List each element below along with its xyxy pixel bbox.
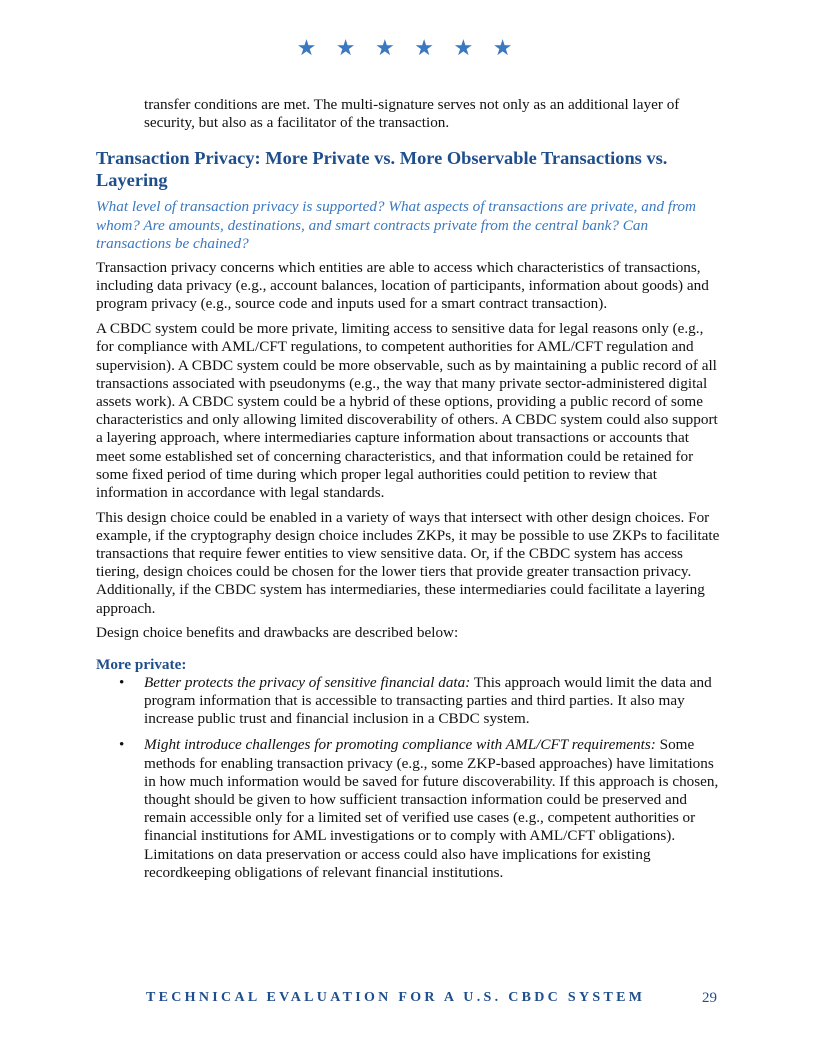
page-content — [96, 96, 720, 890]
list-item — [119, 736, 720, 882]
page-number: 29 — [702, 990, 717, 1006]
bullet-icon: • — [119, 673, 125, 691]
header-stars-icon: ★ ★ ★ ★ ★ ★ — [296, 35, 520, 60]
bullet-text: Some methods for enabling transaction privacy (e.g., some ZKP-based approaches) have limitations in how much information would be saved for future discoverability. If this approach is chosen, thought should be given to how sufficient transaction information could be preserved and remain accessible only for a limited set of verified use cases (e.g., competent authorities or financial institutions for AML investigations or to comply with AML/CFT obligations). Limitations on data preservation or access could also have implications for existing recordkeeping obligations of relevant financial institutions. — [144, 736, 719, 881]
list-item — [119, 673, 720, 729]
bullet-icon: • — [119, 736, 125, 754]
bullet-text: This approach would limit the data and program information that is accessible to transacting parties and third parties. It also may increase public trust and financial inclusion in a CBDC system. — [144, 673, 712, 728]
continuation-paragraph: transfer conditions are met. The multi-signature serves not only as an additional layer of security, but also as a facilitator of the transaction. — [144, 96, 680, 132]
section-heading: Transaction Privacy: More Private vs. More Observable Transactions vs. Layering — [96, 148, 668, 190]
section-questions: What level of transaction privacy is supported? What aspects of transactions are private, and from whom? Are amounts, destinations, and smart contracts private from the central bank? Can transactions be chained? — [96, 198, 696, 252]
body-paragraph: Design choice benefits and drawbacks are described below: — [96, 624, 459, 642]
body-paragraph: Transaction privacy concerns which entities are able to access which characteristics of transactions, including data privacy (e.g., account balances, location of participants, information about goods) and program privacy (e.g., source code and inputs used for a smart contract transaction). — [96, 259, 709, 313]
footer-title: TECHNICAL EVALUATION FOR A U.S. CBDC SYSTEM — [146, 990, 646, 1005]
page-footer — [0, 990, 816, 1010]
body-paragraph: This design choice could be enabled in a variety of ways that intersect with other design choices. For example, if the cryptography design choice includes ZKPs, it may be possible to use ZKPs to facilitate transactions that require fewer entities to view sensitive data. Or, if the CBDC system has access tiering, design choices could be chosen for the lower tiers that provide greater transaction privacy. Additionally, if the CBDC system has intermediaries, these intermediaries could facilitate a layering approach. — [96, 508, 720, 617]
bullet-list — [96, 674, 720, 882]
subsection-heading: More private: — [96, 655, 187, 673]
bullet-lead: Better protects the privacy of sensitive financial data: — [144, 673, 471, 691]
body-paragraph: A CBDC system could be more private, limiting access to sensitive data for legal reasons only (e.g., for compliance with AML/CFT regulations, to competent authorities for AML/CFT regulation and supervision). A CBDC system could be more observable, such as by maintaining a public record of all transactions associated with pseudonyms (e.g., the way that many private sector-administered digital assets work). A CBDC system could be a hybrid of these options, providing a public record of some characteristics and only allowing limited discoverability of others. A CBDC system could also support a layering approach, where intermediaries capture information about transactions or accounts that meet some established set of concerning characteristics, and that information could be retained for some fixed period of time during which proper legal authorities could petition to review that information in accordance with legal standards. — [96, 320, 718, 501]
bullet-lead: Might introduce challenges for promoting compliance with AML/CFT requirements: — [144, 736, 656, 754]
